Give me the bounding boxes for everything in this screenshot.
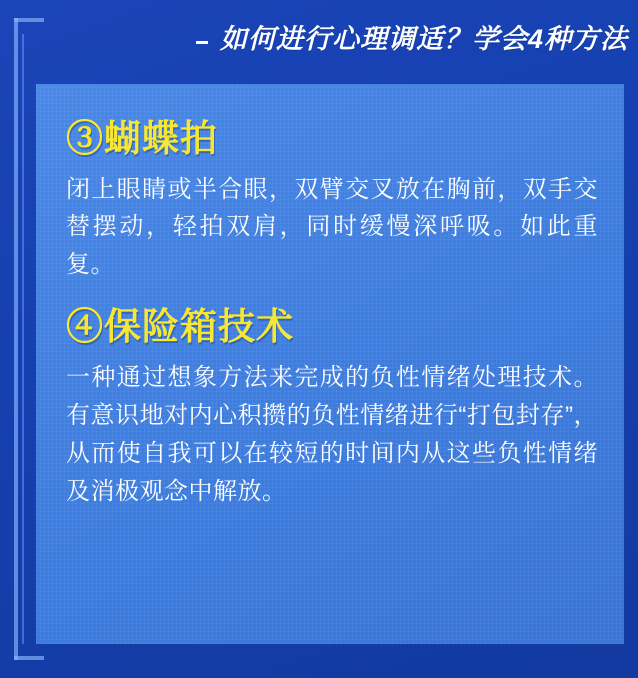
section-heading: ③蝴蝶拍 (66, 118, 218, 159)
section-butterfly-hug (66, 118, 598, 284)
section-safe-box-technique (66, 306, 598, 510)
content-card (36, 84, 624, 644)
frame-bottom-corner (14, 656, 44, 660)
page-title: 如何进行心理调适？学会4种方法 (219, 23, 628, 54)
section-body: 闭上眼睛或半合眼，双臂交叉放在胸前，双手交替摆动，轻拍双肩，同时缓慢深呼吸。如此重复。 (66, 175, 598, 279)
section-heading: ④保险箱技术 (66, 306, 294, 348)
header-divider-line (196, 41, 208, 44)
frame-left-line (14, 18, 18, 660)
frame-left-inner-line (22, 34, 24, 644)
poster-header (0, 0, 638, 78)
section-body: 一种通过想象方法来完成的负性情绪处理技术。有意识地对内心积攒的负性情绪进行“打包封存”，从而使自我可以在较短的时间内从这些负性情绪及消极观念中解放。 (66, 363, 598, 505)
